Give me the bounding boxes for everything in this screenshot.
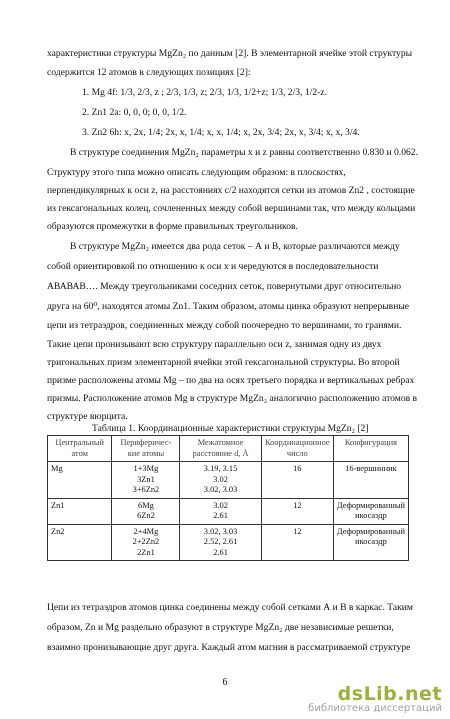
configuration-cell: Деформированный икосаэдр bbox=[333, 524, 408, 561]
distance-value: 3.02, 3.03 bbox=[203, 526, 238, 536]
text-line: В структуре соединения MgZn₂ параметры x и z равны соответственно 0.830 и 0.062. bbox=[70, 147, 418, 158]
column-header: Межатомное расстояние d, Å bbox=[180, 436, 261, 462]
peripheral-atoms-cell bbox=[112, 524, 180, 561]
text-line: цепи из тетраэдров, соединенных между собой поочередно то вершинами, то гранями. bbox=[47, 320, 402, 331]
configuration-cell: Деформированный икосаэдр bbox=[333, 498, 408, 524]
table-row bbox=[48, 524, 409, 561]
text-line: Такие цепи пронизывают всю структуру параллельно оси z, занимая одну из двух bbox=[47, 339, 382, 350]
configuration-cell: 16-вершинник bbox=[333, 462, 408, 499]
distance-value: 2.52, 2.61 bbox=[203, 537, 238, 546]
text-line: перпендикулярных к оси z, на расстояниях c/2 находятся сетки из атомов Zn2 , состоящие bbox=[47, 185, 415, 196]
central-atom-cell: Zn2 bbox=[48, 524, 112, 561]
column-header: Периферичес-кие атомы bbox=[112, 436, 180, 462]
text-line: АВАВАВ…. Между треугольниками соседних сеток, повернутыми друг относительно bbox=[47, 281, 402, 292]
peripheral-atom: 1+3Mg bbox=[133, 464, 159, 473]
distance-cell bbox=[180, 524, 261, 561]
table-caption: Таблица 1. Координационные характеристики структуры MgZn₂ [2] bbox=[92, 423, 369, 434]
central-atom-cell: Mg bbox=[48, 462, 112, 499]
distance-cell bbox=[180, 462, 261, 499]
page-number: 6 bbox=[222, 677, 228, 688]
table-header-row bbox=[48, 436, 409, 462]
text-line: Структуру этого типа можно описать следующим образом: в плоскостях, bbox=[47, 167, 346, 178]
central-atom-cell: Zn1 bbox=[48, 498, 112, 524]
peripheral-atom: 2+2Zn2 bbox=[132, 537, 160, 546]
list-item: 3. Zn2 6h: x, 2x, 1/4; 2x, x, 1/4; x, x, 1/4; x, 2x, 3/4; 2x, x, 3/4; x, x, 3/4. bbox=[82, 127, 360, 138]
peripheral-atom: 6Zn2 bbox=[137, 511, 155, 520]
text-line: структуре вюрцита. bbox=[47, 411, 128, 422]
text-line: характеристики структуры MgZn₂ по данным [2]. В элементарной ячейке этой структуры bbox=[47, 48, 413, 59]
text-line: собой ориентировкой по отношению к оси x и чередуются в последовательности bbox=[47, 261, 379, 272]
text-line: образуются промежутки в форме правильных треугольников. bbox=[47, 221, 298, 232]
coordination-number-cell: 12 bbox=[261, 524, 333, 561]
watermark-tagline: библиотека диссертаций bbox=[308, 703, 442, 714]
coordination-table bbox=[47, 435, 409, 561]
list-item: 1. Mg 4f: 1/3, 2/3, z ; 2/3, 1/3, z; 2/3, 1/3, 1/2+z; 1/3, 2/3, 1/2-z. bbox=[82, 87, 327, 98]
distance-cell bbox=[180, 498, 261, 524]
distance-value: 2.61 bbox=[213, 511, 228, 520]
table-row bbox=[48, 462, 409, 499]
column-header: Координационное число bbox=[261, 436, 333, 462]
column-header: Конфигурация bbox=[333, 436, 408, 462]
peripheral-atoms-cell bbox=[112, 498, 180, 524]
distance-value: 3.02 bbox=[213, 474, 228, 484]
distance-value: 2.61 bbox=[213, 547, 228, 557]
peripheral-atoms-cell bbox=[112, 462, 180, 499]
text-line: взаимно пронизывающие друг друга. Каждый атом магния в рассматриваемой структуре bbox=[47, 642, 411, 653]
distance-value: 3.02 bbox=[213, 500, 228, 510]
column-header: Центральный атом bbox=[48, 436, 112, 462]
distance-value: 3.02, 3.03 bbox=[203, 485, 238, 494]
distance-value: 3.19, 3.15 bbox=[203, 464, 238, 473]
text-line: призме расположены атомы Mg – по два на осях третьего порядка и вертикальных ребрах bbox=[47, 375, 415, 386]
text-line: тригональных призм элементарной ячейки этой гексагональной структуры. Во второй bbox=[47, 357, 400, 368]
peripheral-atom: 2Zn1 bbox=[137, 547, 155, 557]
text-line: из гексагональных колец, сочлененных между собой вершинами так, что между кольцами bbox=[47, 203, 416, 214]
peripheral-atom: 3Zn1 bbox=[137, 474, 155, 484]
coordination-number-cell: 12 bbox=[261, 498, 333, 524]
text-line: образом, Zn и Mg раздельно образуют в структуре MgZn₂ две независимые решетки, bbox=[47, 622, 394, 633]
text-line: содержится 12 атомов в следующих позициях [2]: bbox=[47, 67, 251, 78]
coordination-number-cell: 16 bbox=[261, 462, 333, 499]
peripheral-atom: 2+4Mg bbox=[133, 526, 159, 536]
table-row bbox=[48, 498, 409, 524]
watermark-logo: dsLib.net bbox=[337, 683, 442, 705]
text-line: Цепи из тетраэдров атомов цинка соединены между собой сетками А и В в каркас. Таким bbox=[47, 602, 413, 613]
text-line: призмы. Расположение атомов Mg в структуре MgZn₂ аналогично расположению атомов в bbox=[47, 393, 418, 404]
peripheral-atom: 3+6Zn2 bbox=[132, 485, 160, 494]
text-line: друга на 60⁰, находятся атомы Zn1. Таким образом, атомы цинка образуют непрерывные bbox=[47, 301, 410, 312]
watermark bbox=[308, 683, 442, 714]
peripheral-atom: 6Mg bbox=[138, 500, 154, 510]
list-item: 2. Zn1 2a: 0, 0, 0; 0, 0, 1/2. bbox=[82, 107, 187, 118]
text-line: В структуре MgZn₂ имеется два рода сеток – А и В, которые различаются между bbox=[70, 241, 400, 252]
